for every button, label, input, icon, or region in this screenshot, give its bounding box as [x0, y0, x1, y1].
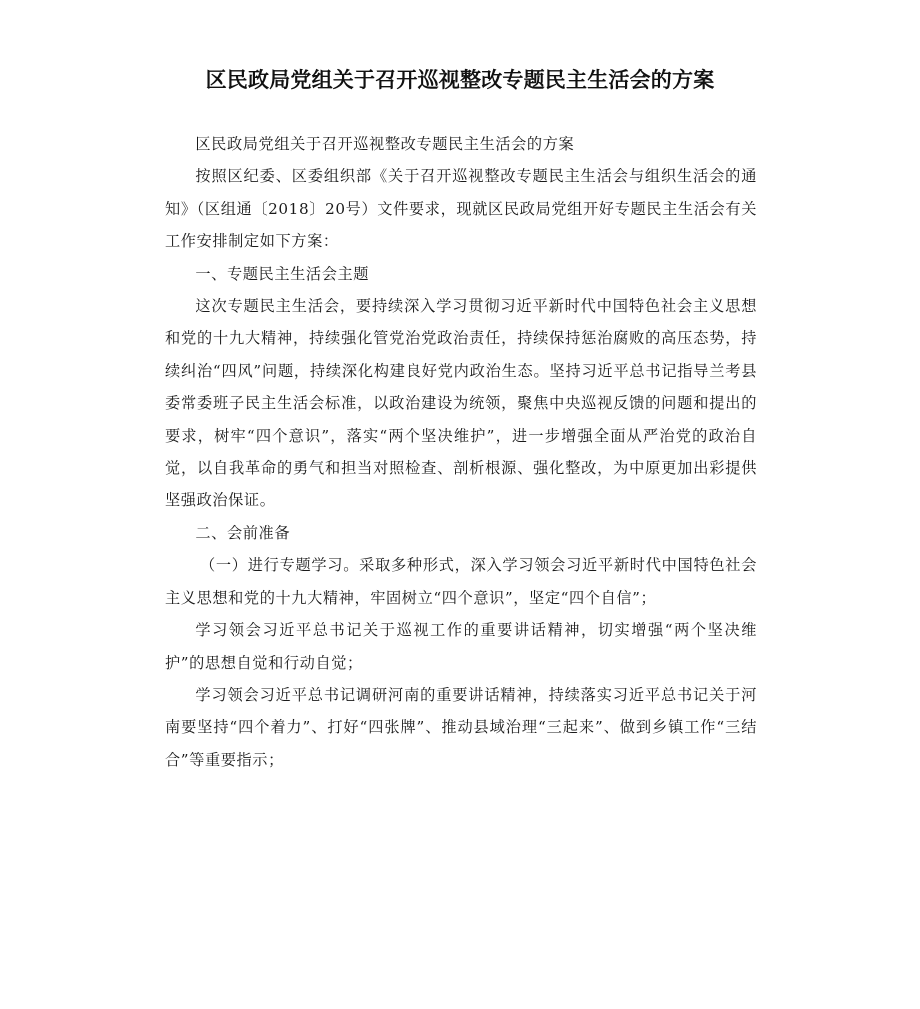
paragraph-study-1: （一）进行专题学习。采取多种形式，深入学习领会习近平新时代中国特色社会主义思想和党的十九大精神，牢固树立“四个意识”，坚定“四个自信”； — [165, 556, 757, 607]
section-heading-theme: 一、专题民主生活会主题 — [195, 264, 370, 283]
paragraph-subtitle: 区民政局党组关于召开巡视整改专题民主生活会的方案 — [195, 135, 575, 153]
paragraph-intro: 按照区纪委、区委组织部《关于召开巡视整改专题民主生活会与组织生活会的通知》（区组通〔2018〕20号）文件要求，现就区民政局党组开好专题民主生活会有关工作安排制定如下方案： — [165, 167, 757, 251]
paragraph-theme: 这次专题民主生活会，要持续深入学习贯彻习近平新时代中国特色社会主义思想和党的十九大精神，持续强化管党治党政治责任，持续保持惩治腐败的高压态势，持续纠治“四风”问题，持续深化构建良好党内政治生态。坚持习近平总书记指导兰考县委常委班子民主生活会标准，以政治建设为统领，聚焦中央巡视反馈的问题和提出的要求，树牢“四个意识”，落实“两个坚决维护”，进一步增强全面从严治党的政治自觉，以自我革命的勇气和担当对照检查、剖析根源、强化整改，为中原更加出彩提供坚强政治保证。 — [165, 297, 757, 510]
document-title: 区民政局党组关于召开巡视整改专题民主生活会的方案 — [205, 68, 715, 92]
document-body — [165, 128, 757, 776]
paragraph-study-2: 学习领会习近平总书记关于巡视工作的重要讲话精神，切实增强“两个坚决维护”的思想自觉和行动自觉； — [165, 621, 757, 672]
paragraph-study-3: 学习领会习近平总书记调研河南的重要讲话精神，持续落实习近平总书记关于河南要坚持“四个着力”、打好“四张牌”、推动县域治理“三起来”、做到乡镇工作“三结合”等重要指示； — [165, 685, 757, 769]
section-heading-preparation: 二、会前准备 — [195, 523, 291, 542]
